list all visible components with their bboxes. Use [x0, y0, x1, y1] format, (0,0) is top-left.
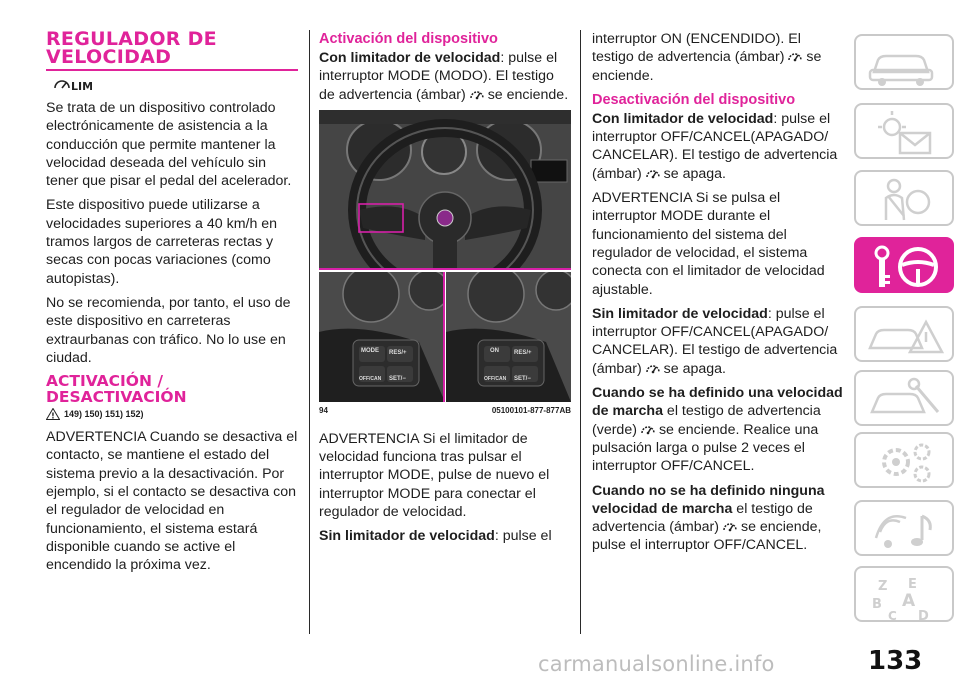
sidebar-tab-multimedia[interactable] — [854, 500, 954, 556]
figure-caption — [319, 406, 571, 415]
sidebar-tab-index[interactable] — [854, 566, 954, 622]
bold-label: Cuando se ha definido una velocidad de marcha — [592, 385, 843, 420]
paragraph-text: : pulse el interruptor MODE (MODO). El testigo de advertencia (ámbar) — [319, 50, 558, 103]
paragraph-text: se enciende. — [592, 49, 822, 84]
paragraph-text: se apaga. — [663, 360, 726, 377]
switch-closeup-on — [446, 272, 571, 402]
column-1 — [46, 30, 298, 581]
cruise-indicator-amber-icon — [787, 49, 803, 62]
emergency-icon — [856, 308, 956, 364]
paragraph-text: : pulse el interruptor OFF/CANCEL(APAGADO/ CANCELAR). El testigo de advertencia (ámbar) — [592, 305, 838, 377]
paragraph — [592, 305, 844, 378]
column-3 — [592, 30, 844, 561]
paragraph-text: se enciende, pulse el interruptor OFF/CANCEL. — [592, 519, 822, 554]
off-can-switch-label: OFF/CAN — [484, 375, 507, 382]
warning-triangle-icon — [46, 408, 60, 420]
section-title: REGULADOR DE VELOCIDAD — [46, 28, 217, 68]
steering-wheel-photo — [319, 110, 571, 270]
cruise-indicator-amber-icon — [645, 166, 661, 179]
paragraph: No se recomienda, por tanto, el uso de este dispositivo en carreteras extraurbanas con tráfico. No lo use en ciudad. — [46, 294, 291, 366]
paragraph: ADVERTENCIA Si se pulsa el interruptor MODE durante el funcionamiento del sistema del regulador de velocidad, el sistema conecta con el limitador de velocidad ajustable. — [592, 190, 825, 298]
paragraph-text: el testigo de advertencia (verde) — [592, 403, 821, 438]
multimedia-icon — [856, 502, 956, 558]
svg-text:B: B — [872, 597, 882, 612]
paragraph — [319, 527, 571, 545]
subheading-activation-device: Activación del dispositivo — [319, 31, 498, 47]
svg-text:C: C — [888, 609, 897, 623]
seatbelt-airbag-icon — [856, 172, 956, 228]
svg-text:D: D — [918, 609, 929, 624]
paragraph-text: se enciende. — [487, 86, 569, 103]
warning-references — [46, 408, 298, 420]
sidebar-tab-safety[interactable] — [854, 170, 954, 226]
svg-text:!: ! — [51, 411, 55, 421]
column-divider — [580, 30, 581, 634]
svg-text:E: E — [908, 577, 917, 592]
watermark: carmanualsonline.info — [538, 652, 775, 676]
paragraph: ADVERTENCIA Cuando se desactiva el contacto, se mantiene el estado del sistema previo a la desactivación. Por ejemplo, si el contacto se desactiva con el regulador de velocidad en funcionamiento, el sistema estará disponible cuando se active el encendido la próxima vez. — [46, 429, 298, 574]
svg-text:Z: Z — [878, 579, 888, 594]
paragraph: Se trata de un dispositivo controlado electrónicamente de asistencia a la conducción que permite mantener la velocidad deseada del vehículo sin tener que pisar el pedal del acelerador. — [46, 100, 292, 190]
paragraph — [319, 49, 571, 104]
sidebar-tab-emergency[interactable] — [854, 306, 954, 362]
paragraph-text: el testigo de advertencia (ámbar) — [592, 500, 813, 536]
index-icon — [856, 568, 956, 624]
steering-key-icon — [856, 239, 956, 295]
subheading-deactivation-device: Desactivación del dispositivo — [592, 91, 796, 108]
specifications-icon — [856, 434, 956, 490]
figure-number: 94 — [319, 405, 328, 415]
cruise-indicator-amber-icon — [469, 87, 485, 100]
bold-label: Sin limitador de velocidad — [592, 305, 768, 322]
page-number: 133 — [868, 646, 923, 676]
sidebar-tab-service[interactable] — [854, 370, 954, 426]
cruise-indicator-amber-icon — [645, 361, 661, 374]
paragraph — [592, 384, 844, 475]
figure-code: 05100101-877-877AB — [491, 405, 571, 415]
sidebar-tab-car[interactable] — [854, 34, 954, 90]
mode-switch-label: MODE — [361, 347, 379, 354]
paragraph-text: se enciende. Realice una pulsación larga o pulse 2 veces el interruptor OFF/CANCEL. — [592, 421, 819, 475]
car-icon — [856, 36, 956, 92]
bold-label: Cuando no se ha definido ninguna velocidad de marcha — [592, 482, 825, 517]
paragraph: ADVERTENCIA Si el limitador de velocidad funciona tras pulsar el interruptor MODE, pulse de nuevo el interruptor MODE para conectar el regulador de velocidad. — [319, 430, 550, 521]
bold-label: Con limitador de velocidad — [319, 50, 501, 66]
res-switch-label: RES/+ — [389, 349, 407, 356]
off-can-switch-label: OFF/CAN — [359, 375, 382, 382]
svg-text:LIM: LIM — [71, 80, 92, 93]
res-switch-label: RES/+ — [514, 349, 532, 356]
svg-text:A: A — [902, 591, 916, 611]
cruise-control-icon — [52, 75, 298, 93]
on-switch-label: ON — [490, 347, 499, 354]
paragraph: Este dispositivo puede utilizarse a velocidades superiores a 40 km/h en tramos largos de carreteras rectas y secas con pocas variaciones (como autopistas). — [46, 197, 278, 287]
paragraph — [592, 110, 844, 183]
paragraph-text: : pulse el interruptor OFF/CANCEL(APAGADO/ CANCELAR). El testigo de advertencia (ámbar) — [592, 110, 838, 182]
paragraph-text: se apaga. — [663, 165, 726, 182]
warning-lights-icon — [856, 105, 956, 161]
sidebar-tab-specifications[interactable] — [854, 432, 954, 488]
column-2 — [319, 30, 571, 552]
cruise-indicator-green-icon — [640, 422, 656, 435]
sidebar-tab-starting-driving[interactable] — [854, 237, 954, 293]
figure-steering-wheel — [319, 110, 571, 420]
reference-list: 149) 150) 151) 152) — [64, 409, 144, 420]
section-heading-activation: ACTIVACIÓN / DESACTIVACIÓN — [46, 372, 187, 407]
set-switch-label: SET/− — [514, 375, 531, 382]
paragraph-text: interruptor ON (ENCENDIDO). El testigo de advertencia (ámbar) — [592, 31, 801, 66]
title-rule — [46, 69, 298, 71]
cruise-indicator-amber-icon — [722, 519, 738, 532]
paragraph-text: : pulse el — [494, 528, 552, 545]
switch-closeup-mode — [319, 272, 445, 402]
column-divider — [309, 30, 310, 634]
bold-label: Con limitador de velocidad — [592, 110, 774, 127]
paragraph — [592, 30, 844, 85]
set-switch-label: SET/− — [389, 375, 406, 382]
bold-label: Sin limitador de velocidad — [319, 528, 495, 545]
paragraph — [592, 482, 844, 555]
sidebar-tab-warning-lights[interactable] — [854, 103, 954, 159]
service-icon — [856, 372, 956, 428]
